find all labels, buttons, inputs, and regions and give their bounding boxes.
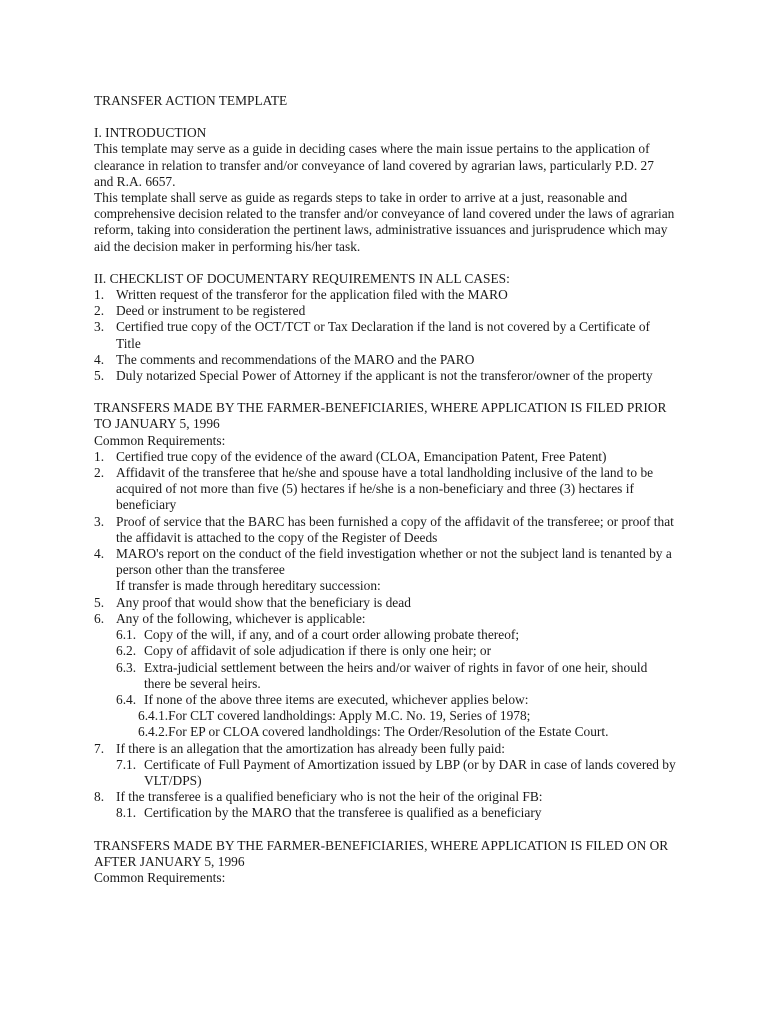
section-heading-prior: TRANSFERS MADE BY THE FARMER-BENEFICIARIES, WHERE APPLICATION IS FILED PRIOR TO JANUARY 5, 1996: [94, 400, 667, 432]
list-item: 4. The comments and recommendations of the MARO and the PARO: [94, 351, 475, 367]
intro-paragraph: This template shall serve as guide as regards steps to take in order to arrive at a just, reasonable and comprehensive decision related to the transfer and/or conveyance of land covered under the laws of agrarian reform, taking into consideration the pertinent laws, administrative issuances and jurisprudence which may aid the decision maker in performing his/her task.: [94, 190, 675, 254]
sub-list-item: 6.2. Copy of affidavit of sole adjudication if there is only one heir; or: [116, 643, 492, 659]
list-item: 6. Any of the following, whichever is applicable:: [94, 610, 366, 626]
common-requirements-label: Common Requirements:: [94, 869, 226, 885]
sub-list-item: 6.1. Copy of the will, if any, and of a court order allowing probate thereof;: [116, 627, 520, 643]
section-heading-after: TRANSFERS MADE BY THE FARMER-BENEFICIARIES, WHERE APPLICATION IS FILED ON OR AFTER JANUARY 5, 1996: [94, 837, 669, 869]
sub-list-item: 6.4. If none of the above three items are executed, whichever applies below:: [116, 691, 529, 707]
sub-list-item: 7.1. Certificate of Full Payment of Amortization issued by LBP (or by DAR in case of lands covered by VLT/DPS): [116, 756, 676, 788]
intro-paragraph: This template may serve as a guide in deciding cases where the main issue pertains to the application of clearance in relation to transfer and/or conveyance of land covered by agrarian laws, particularly P.D. 27 and R.A. 6657.: [94, 141, 654, 189]
sub-sub-list-item: 6.4.2.For EP or CLOA covered landholdings: The Order/Resolution of the Estate Court.: [138, 724, 609, 740]
common-requirements-label: Common Requirements:: [94, 432, 226, 448]
list-item: 3. Proof of service that the BARC has been furnished a copy of the affidavit of the transferee; or proof that the affidavit is attached to the copy of the Register of Deeds: [94, 513, 674, 545]
sub-list-item: 8.1. Certification by the MARO that the transferee is qualified as a beneficiary: [116, 805, 542, 821]
list-item: 5. Duly notarized Special Power of Attorney if the applicant is not the transferor/owner of the property: [94, 368, 653, 384]
list-item: 7. If there is an allegation that the amortization has already been fully paid:: [94, 740, 505, 756]
list-item: 2. Affidavit of the transferee that he/she and spouse have a total landholding inclusive of the land to be acquired of not more than five (5) hectares if he/she is a non-beneficiary and three (3) hectares if beneficiary: [94, 465, 654, 513]
document-title: TRANSFER ACTION TEMPLATE: [94, 93, 288, 108]
list-item: 1. Written request of the transferor for the application filed with the MARO: [94, 287, 508, 303]
list-item: 2. Deed or instrument to be registered: [94, 303, 306, 319]
list-item: 5. Any proof that would show that the beneficiary is dead: [94, 594, 411, 610]
list-item: 3. Certified true copy of the OCT/TCT or Tax Declaration if the land is not covered by a Certificate of Title: [94, 319, 651, 351]
hereditary-note: If transfer is made through hereditary succession:: [116, 578, 381, 594]
checklist-heading: II. CHECKLIST OF DOCUMENTARY REQUIREMENTS IN ALL CASES:: [94, 270, 510, 286]
list-item: 1. Certified true copy of the evidence of the award (CLOA, Emancipation Patent, Free Patent): [94, 448, 607, 464]
list-item: 4. MARO's report on the conduct of the field investigation whether or not the subject land is tenanted by a person other than the transferee: [94, 546, 672, 578]
intro-heading: I. INTRODUCTION: [94, 125, 207, 141]
list-item: 8. If the transferee is a qualified beneficiary who is not the heir of the original FB:: [94, 789, 543, 805]
document-body: [94, 93, 676, 886]
sub-list-item: 6.3. Extra-judicial settlement between the heirs and/or waiver of rights in favor of one heir, should there be several heirs.: [116, 659, 648, 691]
sub-sub-list-item: 6.4.1.For CLT covered landholdings: Apply M.C. No. 19, Series of 1978;: [138, 708, 531, 724]
